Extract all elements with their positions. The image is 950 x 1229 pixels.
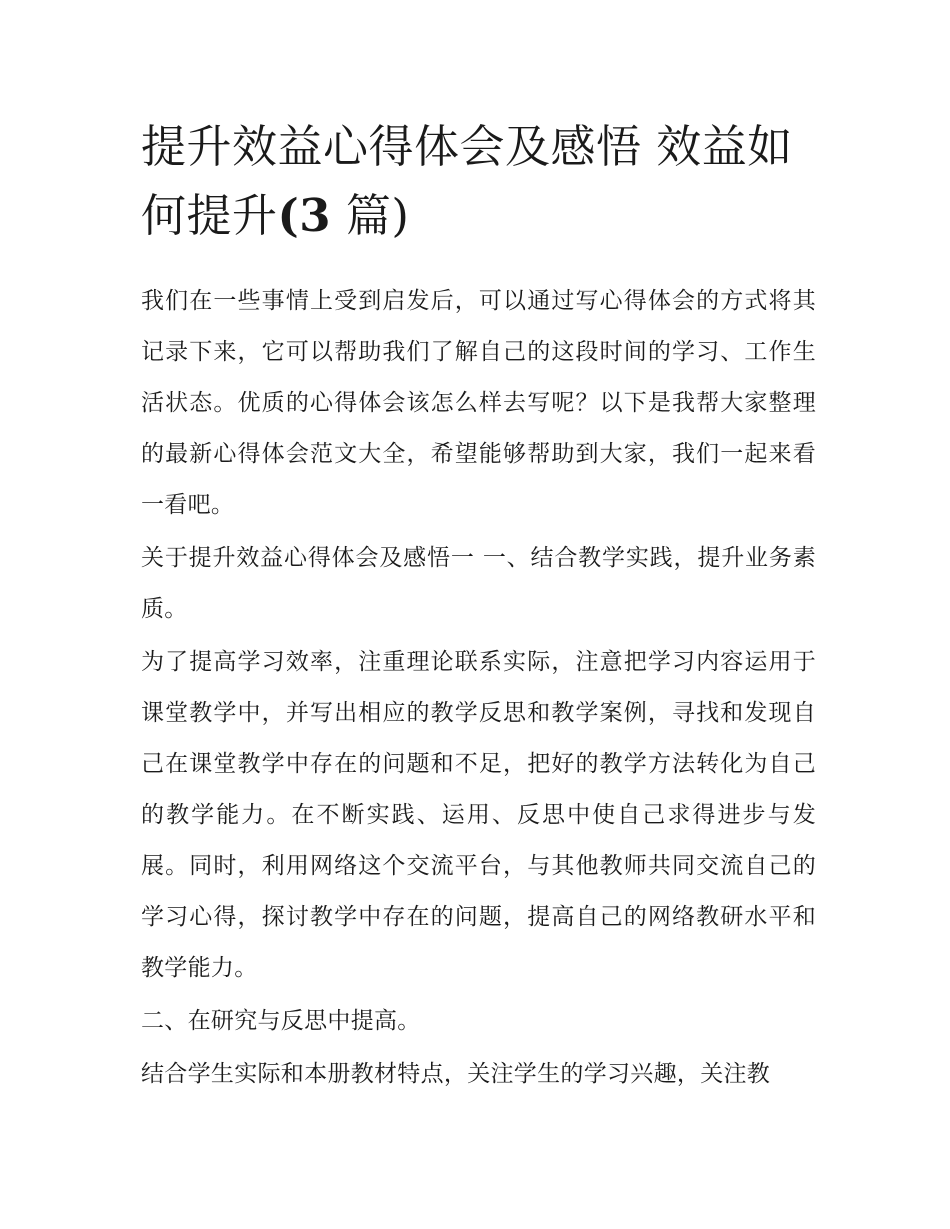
title-count: (3	[277, 189, 332, 242]
section-heading-1: 关于提升效益心得体会及感悟一 一、结合教学实践，提升业务素质。	[141, 545, 816, 622]
body-paragraph: 为了提高学习效率，注重理论联系实际，注意把学习内容运用于课堂教学中，并写出相应的教学反思和教学案例，寻找和发现自己在课堂教学中存在的问题和不足，把好的教学方法转化为自己的教学能力。在不断实践、运用、反思中使自己求得进步与发展。同时，利用网络这个交流平台，与其他教师共同交流自己的学习心得，探讨教学中存在的问题，提高自己的网络教研水平和教学能力。	[141, 649, 816, 981]
section-heading-2: 二、在研究与反思中提高。	[141, 1008, 421, 1034]
document-body	[141, 112, 816, 1102]
body-paragraph-continued: 结合学生实际和本册教材特点，关注学生的学习兴趣，关注教	[141, 1061, 771, 1087]
intro-paragraph: 我们在一些事情上受到启发后，可以通过写心得体会的方式将其记录下来，它可以帮助我们了解自己的这段时间的学习、工作生活状态。优质的心得体会该怎么样去写呢？以下是我帮大家整理的最新心得体会范文大全，希望能够帮助到大家，我们一起来看一看吧。	[141, 288, 816, 518]
title-suffix: 篇)	[331, 189, 410, 242]
title-text: 提升效益心得体会及感悟 效益如何提升	[141, 120, 793, 242]
document-title	[141, 112, 816, 250]
